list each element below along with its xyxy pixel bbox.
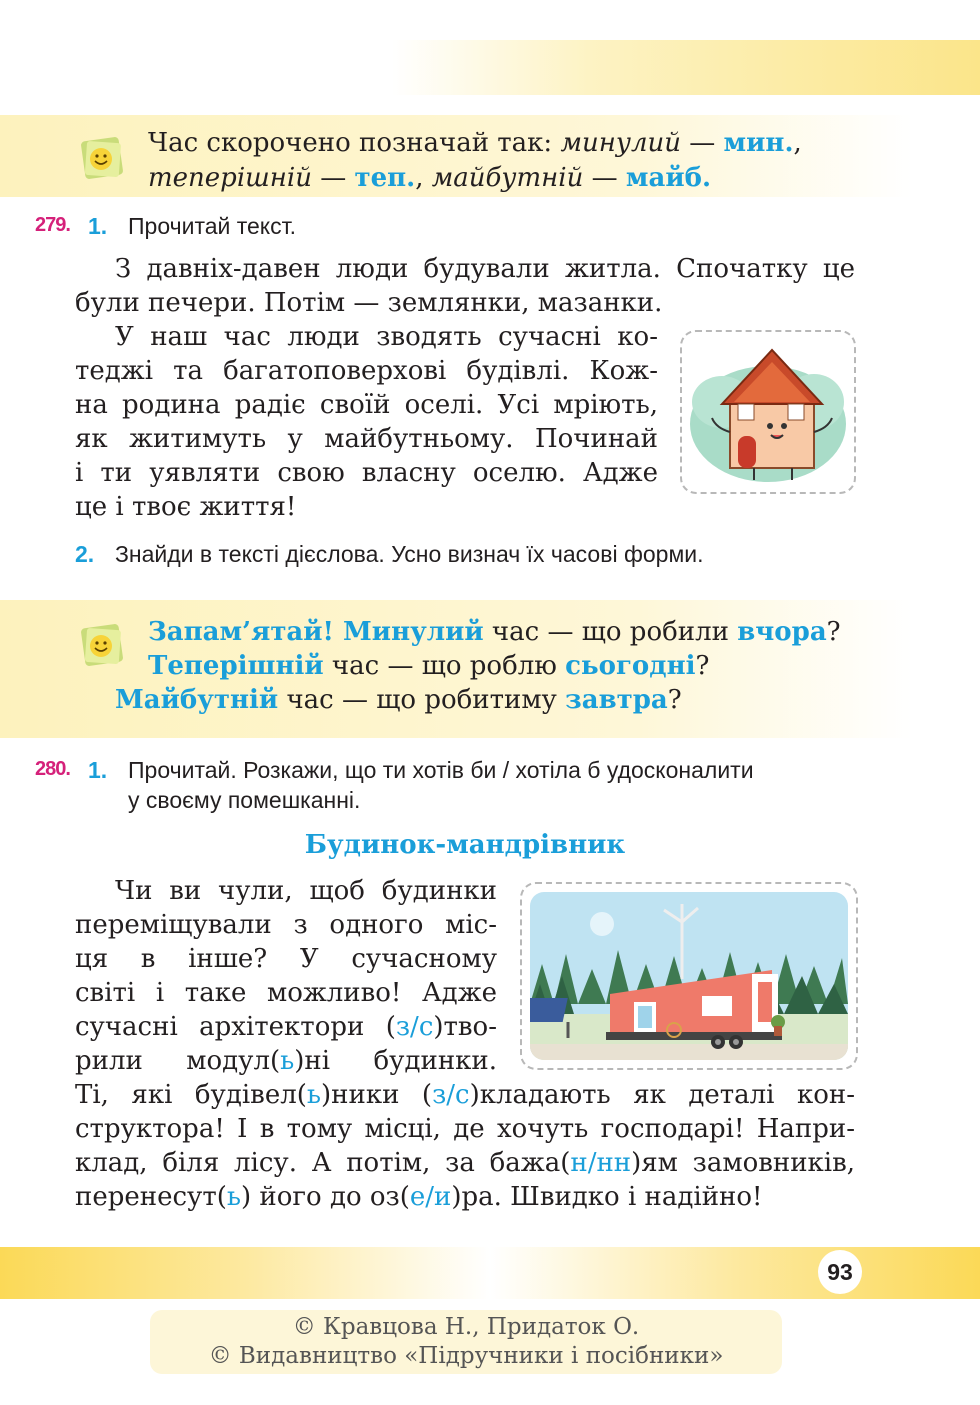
text-line: були печери. Потім — землянки, мазанки. — [75, 288, 663, 318]
tip-abbr-past: мин. — [723, 128, 794, 158]
remember-line-future: Майбутній час — що робитиму завтра? — [115, 685, 682, 715]
copyright-box — [150, 1310, 782, 1374]
text-line: сучасні архітектори (з/с)тво- — [75, 1012, 497, 1042]
copyright-authors: © Кравцова Н., Придаток О. — [292, 1314, 640, 1340]
text-line: перенесут(ь) його до оз(е/и)ра. Швидко і надійно! — [75, 1182, 763, 1212]
text-line: У наш час люди зводять сучасні ко- — [115, 322, 658, 352]
house-illustration-frame — [680, 330, 856, 494]
text-line: Ті, які будівел(ь)ники (з/с)кладають як деталі кон- — [75, 1080, 856, 1110]
instruction-text: у своєму помешканні. — [128, 787, 361, 813]
tip-line-2 — [148, 161, 711, 195]
copyright-publisher: © Видавництво «Підручники і посібники» — [208, 1343, 724, 1369]
text-title: Будинок-мандрівник — [304, 830, 626, 860]
tip-term-past: минулий — [560, 128, 682, 158]
tip-comma: , — [415, 163, 432, 193]
text-line: на родина радіє своїй оселі. Усі мріють, — [75, 390, 658, 420]
tip-dash: — — [681, 128, 724, 158]
text-line: структора! І в тому місці, де хочуть господарі! Напри- — [75, 1114, 855, 1144]
tip-dash: — — [311, 163, 355, 193]
tiny-house-illustration-frame — [520, 882, 858, 1070]
tip-term-present: теперішній — [148, 163, 312, 193]
smiley-note-icon — [80, 133, 124, 183]
text-line: переміщували з одного міс- — [75, 910, 497, 940]
smiley-note-icon — [80, 620, 124, 670]
text-line: клад, біля лісу. А потім, за бажа(н/нн)ям замовників, — [75, 1148, 856, 1178]
instruction-text: Прочитай. Розкажи, що ти хотів би / хотіла б удосконалити — [128, 757, 754, 783]
tip-dash: — — [583, 163, 626, 193]
step-number: 2. — [75, 541, 95, 567]
text-line: теджі та багатоповерхові будівлі. Кож- — [75, 356, 658, 386]
remember-line-past: Запам’ятай! Минулий час — що робили вчора? — [148, 617, 841, 647]
page-number: 93 — [818, 1250, 862, 1294]
instruction-text: Прочитай текст. — [128, 213, 297, 239]
step-number: 1. — [88, 757, 108, 783]
text-line: це і твоє життя! — [75, 492, 297, 522]
remember-line-present: Теперішній час — що роблю сьогодні? — [148, 651, 710, 681]
text-line: Чи ви чули, щоб будинки — [115, 876, 497, 906]
text-line: З давніх-давен люди будували житла. Спочатку це — [115, 254, 855, 284]
top-decor-band — [0, 40, 980, 95]
text-line: світі і таке можливо! Адже — [75, 978, 497, 1008]
tip-comma: , — [793, 128, 802, 158]
instruction-text: Знайди в тексті дієслова. Усно визнач їх часові форми. — [115, 541, 704, 567]
tip-text: Час скорочено позначай так: — [148, 128, 561, 158]
text-line: і ти уявляти свою власну оселю. Адже — [75, 458, 658, 488]
exercise-number-279: 279. — [35, 214, 70, 236]
exercise-number-280: 280. — [35, 758, 70, 780]
text-line: як житимуть у майбутньому. Починай — [75, 424, 658, 454]
tip-abbr-future: майб. — [625, 163, 711, 193]
tip-abbr-present: теп. — [354, 163, 416, 193]
text-line: рили модул(ь)ні будинки. — [75, 1046, 497, 1076]
mobile-house-image — [522, 884, 856, 1068]
step-number: 1. — [88, 213, 108, 239]
cute-house-image — [682, 332, 854, 492]
text-line: ця в інше? У сучасному — [75, 944, 497, 974]
tip-line-1 — [148, 126, 802, 160]
tip-term-future: майбутній — [431, 163, 584, 193]
